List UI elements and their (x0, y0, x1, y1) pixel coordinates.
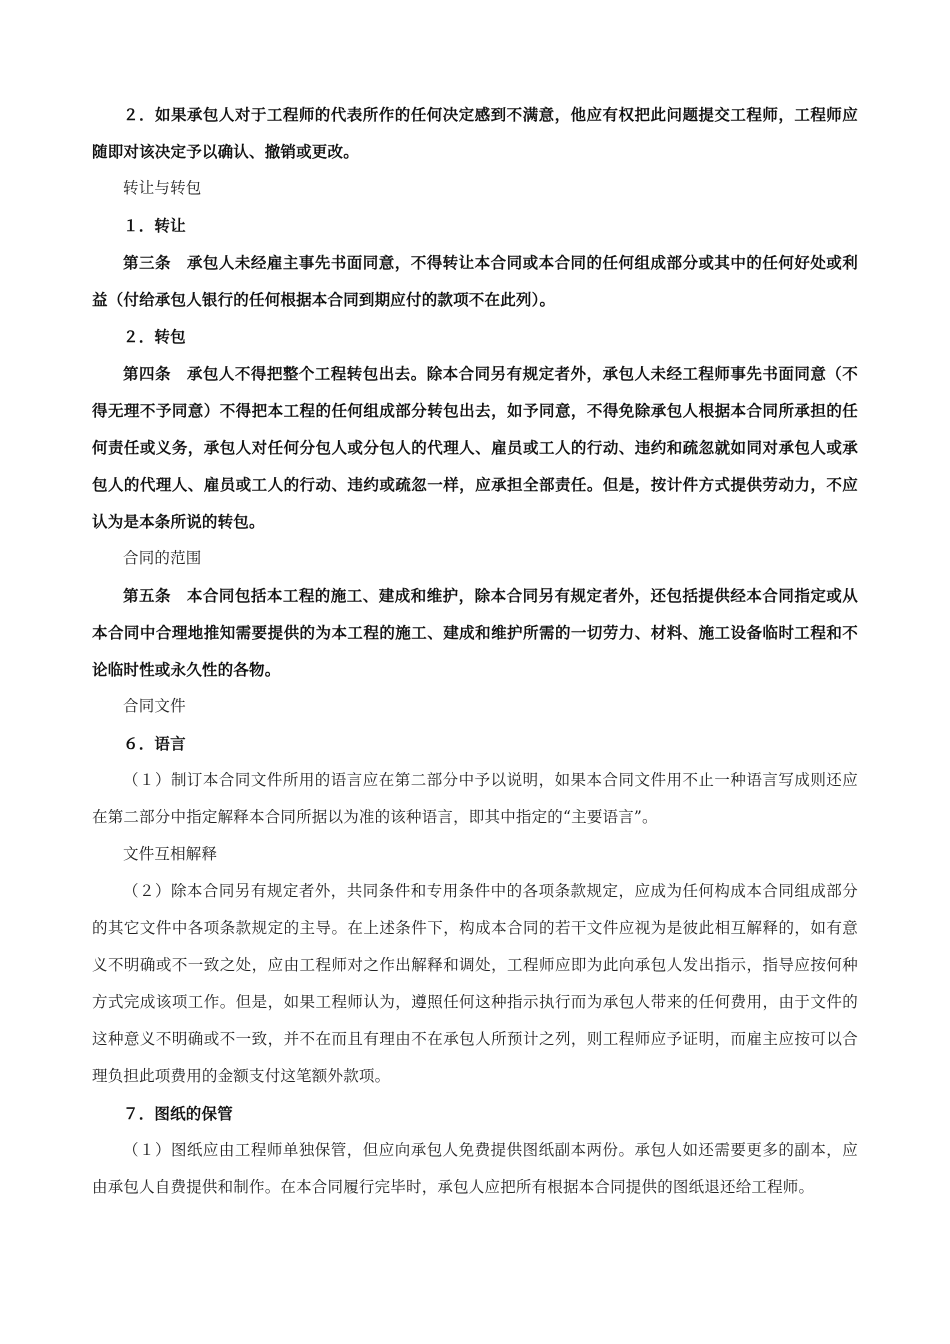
heading-assignment-subcontract: 转让与转包 (123, 179, 202, 197)
paragraph-article-5: 第五条 本合同包括本工程的施工、建成和维护，除本合同另有规定者外，还包括提供经本合同指定或从本合同中合理地推知需要提供的为本工程的施工、建成和维护所需的一切劳力、材料、施工设备临时工程和不论临时性或永久性的各物。 (92, 586, 858, 679)
heading-mutual-interpretation: 文件互相解释 (123, 845, 218, 863)
paragraph-interpretation-2: （２）除本合同另有规定者外，共同条件和专用条件中的各项条款规定，应成为任何构成本合同组成部分的其它文件中各项条款规定的主导。在上述条件下，构成本合同的若干文件应视为是彼此相互解释的，如有意义不明确或不一致之处，应由工程师对之作出解释和调处，工程师应即为此向承包人发出指示，指导应按何种方式完成该项工作。但是，如果工程师认为，遵照任何这种指示执行而为承包人带来的任何费用，由于文件的这种意义不明确或不一致，并不在而且有理由不在承包人所预计之列，则工程师应予证明，而雇主应按可以合理负担此项费用的金额支付这笔额外款项。 (92, 882, 858, 1085)
paragraph-article-3: 第三条 承包人未经雇主事先书面同意，不得转让本合同或本合同的任何组成部分或其中的任何好处或利益（付给承包人银行的任何根据本合同到期应付的款项不在此列）。 (92, 253, 858, 309)
heading-language: ６．语言 (123, 734, 186, 753)
heading-assignment: １．转让 (123, 216, 186, 235)
paragraph-clause-2-dispute: ２．如果承包人对于工程师的代表所作的任何决定感到不满意，他应有权把此问题提交工程师，工程师应随即对该决定予以确认、撤销或更改。 (92, 105, 858, 161)
paragraph-language-1: （１）制订本合同文件所用的语言应在第二部分中予以说明，如果本合同文件用不止一种语言写成则还应在第二部分中指定解释本合同所据以为准的该种语言，即其中指定的“主要语言”。 (92, 771, 858, 826)
paragraph-article-4: 第四条 承包人不得把整个工程转包出去。除本合同另有规定者外，承包人未经工程师事先书面同意（不得无理不予同意）不得把本工程的任何组成部分转包出去，如予同意，不得免除承包人根据本合同所承担的任何责任或义务，承包人对任何分包人或分包人的代理人、雇员或工人的行动、违约和疏忽就如同对承包人或承包人的代理人、雇员或工人的行动、违约或疏忽一样，应承担全部责任。但是，按计件方式提供劳动力，不应认为是本条所说的转包。 (92, 364, 858, 531)
heading-drawings-custody: ７．图纸的保管 (123, 1104, 233, 1123)
heading-contract-documents: 合同文件 (123, 697, 186, 715)
paragraph-drawings-1: （１）图纸应由工程师单独保管，但应向承包人免费提供图纸副本两份。承包人如还需要更多的副本，应由承包人自费提供和制作。在本合同履行完毕时，承包人应把所有根据本合同提供的图纸退还给工程师。 (92, 1141, 858, 1196)
heading-contract-scope: 合同的范围 (123, 549, 202, 567)
heading-subcontract: ２．转包 (123, 327, 186, 346)
